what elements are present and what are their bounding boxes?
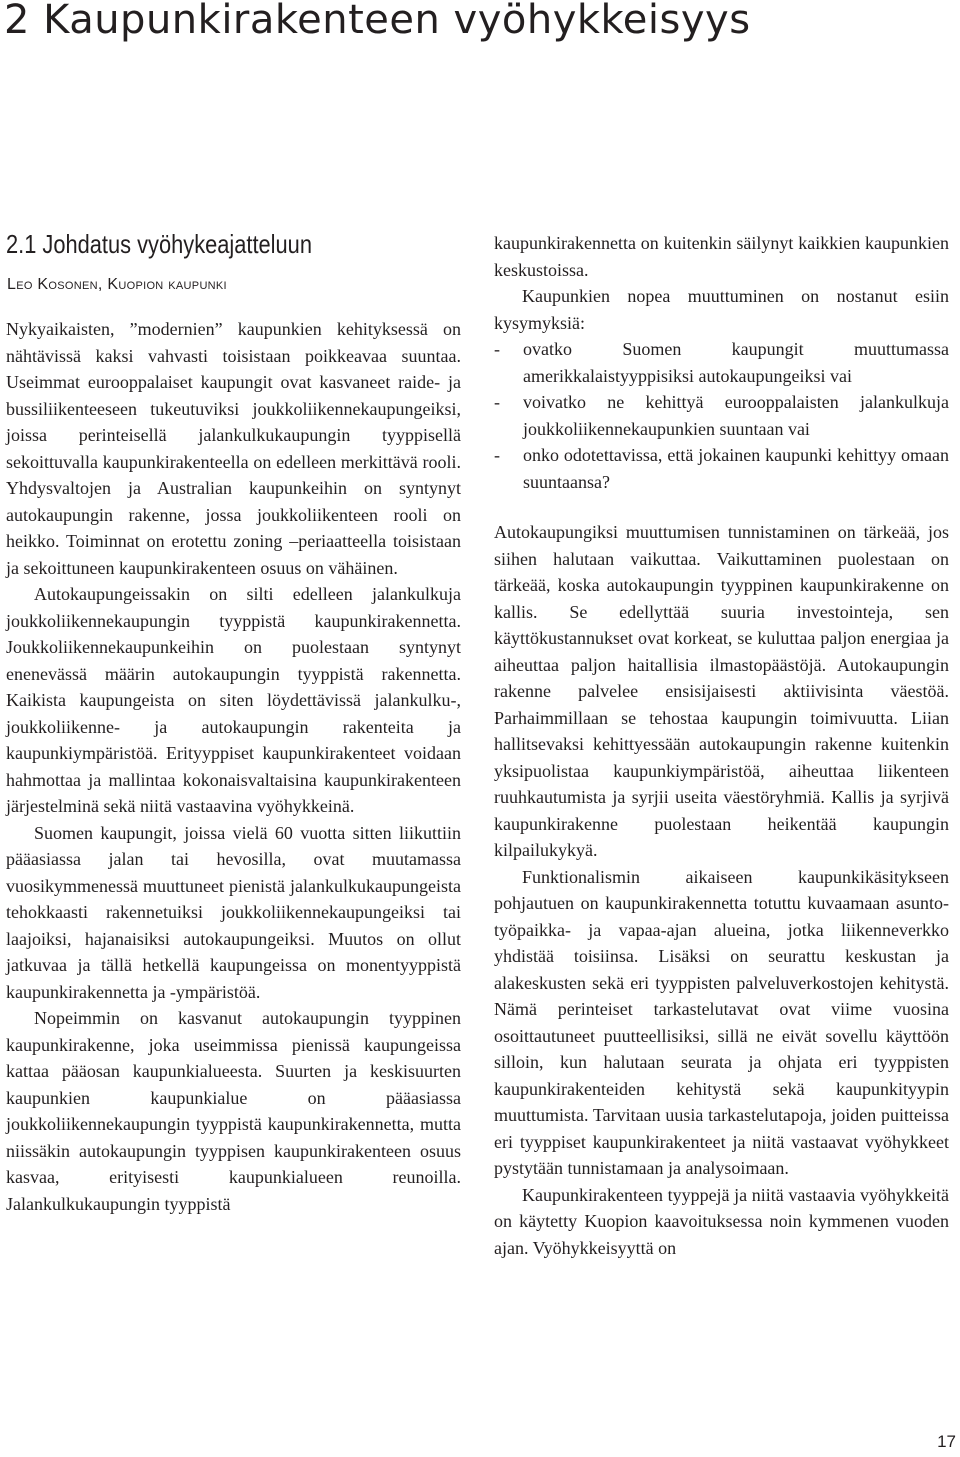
question-list [494,336,949,495]
questions-lead: Kaupunkien nopea muuttuminen on nostanut esiin kysymyksiä: [494,286,949,333]
list-item-text: onko odotettavissa, että jokainen kaupunki kehittyy omaan suuntaansa? [523,445,949,492]
chapter-title: 2 Kaupunkirakenteen vyöhykkeisyys [4,0,751,43]
paragraph: Funktionalismin aikaiseen kaupunkikäsitykseen pohjautuen on kaupunkirakennetta totuttu kuvaamaan asunto- työpaikka- ja vapaa-ajan alueina, jotka liikenneverkko yhdistää toisiinsa. Lisäksi on seurattu keskustan ja alakeskusten sekä eri tyyppisten palveluverkostojen kehitystä. Nämä perinteiset tarkastelutavat ovat viime vuosina osoittautuneet puutteellisiksi, sillä ne eivät sovellu käyttöön silloin, kun halutaan seurata ja ohjata eri tyyppisten kaupunkirakenteiden kehitystä sekä kaupunkityypin muuttumista. Tarvitaan uusia tarkastelutapoja, joiden puitteissa eri tyyppiset kaupunkirakenteet ja niitä vastaavat vyöhykkeet pystytään tunnistamaan ja analysoimaan. [494,866,949,1178]
list-item [494,336,949,389]
paragraph: Nopeimmin on kasvanut autokaupungin tyyppinen kaupunkirakenne, joka useimmissa pienissä kaupungeissa kattaa pääosan kaupunkialueesta. Suurten ja keskisuurten kaupunkien kaupunkialue on pääasiassa joukkoliikennekaupungin tyyppistä kaupunkirakennetta, mutta niissäkin autokaupungin tyyppisen kaupunkirakenteen osuus kasvaa, erityisesti kaupunkialueen reunoilla. Jalankulkukaupungin tyyppistä [6,1008,461,1214]
section-title: 2.1 Johdatus vyöhykeajatteluun [6,229,312,259]
paragraph: kaupunkirakennetta on kuitenkin säilynyt kaikkien kaupunkien keskustoissa. [494,233,949,280]
paragraph: Autokaupungeissakin on silti edelleen jalankulkuja joukkoliikennekaupungin tyyppistä kaupunkirakennetta. Joukkoliikennekaupunkeihin on puolestaan syntynyt enenevässä määrin autokaupungin tyyppistä rakennetta. Kaikista kaupungeista on siten löydettävissä jalankulku-, joukkoliikenne- ja autokaupungin rakenteita ja kaupunkiympäristöä. Erityyppiset kaupunkirakenteet voidaan hahmottaa ja mallintaa kokonaisvaltaisina kaupunkirakenteen järjestelminä sekä niitä vastaavina vyöhykkeinä. [6,584,461,816]
right-column [494,230,949,1261]
page-number: 17 [937,1432,956,1451]
left-column [6,316,461,1217]
list-item [494,389,949,442]
list-item-text: voivatko ne kehittyä eurooppalaisten jalankulkuja joukkoliikennekaupunkien suuntaan vai [523,392,949,439]
author-line: Leo Kosonen, Kuopion kaupunki [7,276,227,293]
list-marker: - [494,445,500,465]
paragraph: Kaupunkirakenteen tyyppejä ja niitä vastaavia vyöhykkeitä on käytetty Kuopion kaavoituksessa noin kymmenen vuoden ajan. Vyöhykkeisyyttä on [494,1184,949,1258]
list-item [494,442,949,495]
paragraph: Suomen kaupungit, joissa vielä 60 vuotta sitten liikuttiin pääasiassa jalan tai hevosilla, ovat muutamassa vuosikymmenessä muuttuneet pienistä jalankulkukaupungeista tehokkaasti rakennetuiksi joukkoliikennekaupungeiksi tai laajoiksi, hajanaisiksi autokaupungeiksi. Muutos on ollut jatkuvaa ja tällä hetkellä kaupungeissa on monentyyppistä kaupunkirakennetta ja -ympäristöä. [6,822,461,1002]
list-marker: - [494,339,500,359]
paragraph: Autokaupungiksi muuttumisen tunnistaminen on tärkeää, jos siihen halutaan vaikuttaa. Vaikuttaminen puolestaan on tärkeää, koska autokaupungin tyyppinen kaupunkirakenne on kallis. Se edellyttää suuria investointeja, sen käyttökustannukset ovat korkeat, se kuluttaa paljon energiaa ja aiheuttaa paljon haitallisia ilmastopäästöjä. Autokaupungin rakenne palvelee ensisijaisesti aktiivisinta väestöä. Parhaimmillaan se tehostaa kaupungin toimivuutta. Liian hallitsevaksi kehittyessään autokaupungin rakenne kuitenkin yksipuolistaa kaupunkiympäristöä, aiheuttaa liikenteen ruuhkautumista ja syrjii useita väestöryhmiä. Kallis ja syrjivä kaupunkirakenne puolestaan heikentää kaupungin kilpailukykyä. [494,522,949,860]
list-item-text: ovatko Suomen kaupungit muuttumassa amerikkalaistyyppisiksi autokaupungeiksi vai [523,339,949,386]
list-marker: - [494,392,500,412]
paragraph: Nykyaikaisten, ”modernien” kaupunkien kehityksessä on nähtävissä kaksi vahvasti toisistaan poikkeavaa suuntaa. Useimmat eurooppalaiset kaupungit ovat kasvaneet raide- ja bussiliikenteeseen tukeutuviksi joukkoliikennekaupungeiksi, joissa perinteisellä jalankulkukaupungin tyyppisellä sekoittuvalla kaupunkirakenteella on edelleen merkittävä rooli. Yhdysvaltojen ja Australian kaupunkeihin on syntynyt autokaupungin rakenne, jossa joukkoliikenteen rooli on heikko. Toiminnat on erotettu zoning –periaatteella toisistaan ja sekoittuneen kaupunkirakenteen osuus on vähäinen. [6,319,461,578]
